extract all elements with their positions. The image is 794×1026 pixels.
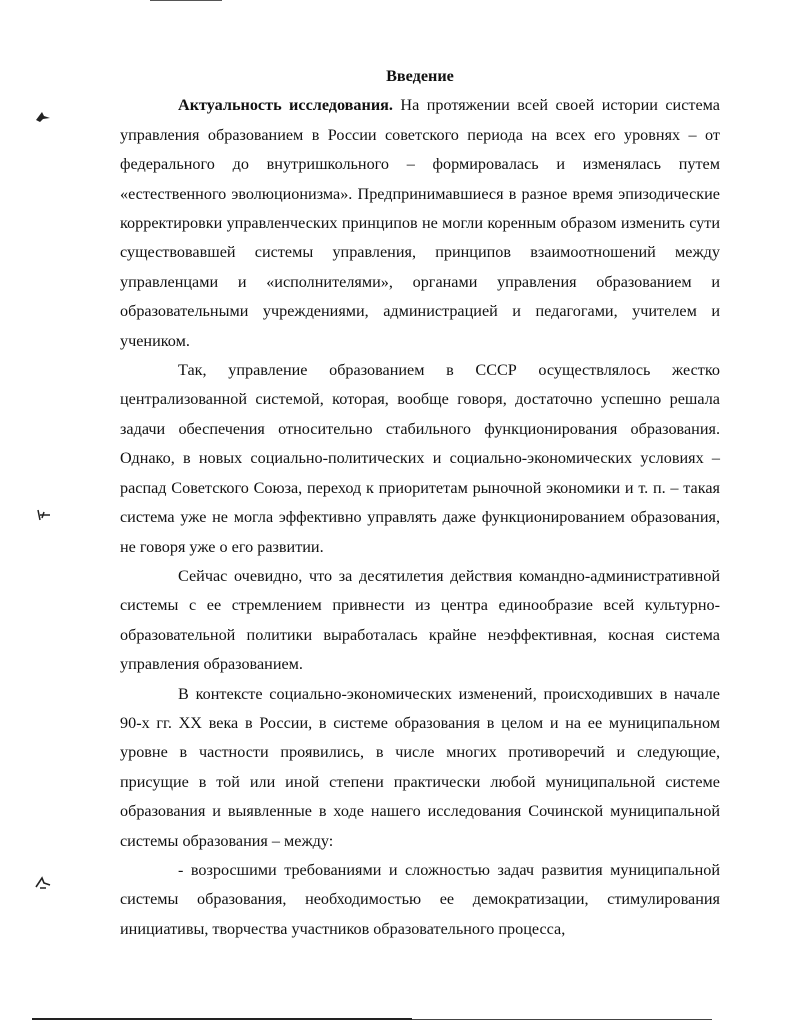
- document-body: [120, 62, 720, 944]
- relevance-lead: Актуальность исследования.: [178, 96, 393, 115]
- scan-mark-icon: [34, 508, 52, 522]
- bottom-scan-line: [412, 1019, 712, 1020]
- body-paragraph: В контексте социально-экономических изменений, происходивших в начале 90-х гг. XX века в России, в системе образования в целом и на ее муниципальном уровне в частности проявились, в числе многих противоречий и следующие, присущие в той или иной степени практически любой муниципальной системе образования и выявленные в ходе нашего исследования Сочинской муниципальной системы образования – между:: [120, 684, 720, 850]
- body-paragraph: - возросшими требованиями и сложностью задач развития муниципальной системы образования, необходимостью ее демократизации, стимулирования инициативы, творчества участников образовательного процесса,: [120, 860, 720, 938]
- bottom-scan-line: [32, 1018, 412, 1020]
- intro-paragraph: [120, 91, 720, 356]
- top-scan-line: [150, 0, 222, 1]
- intro-text: На протяжении всей своей истории система управления образованием в России советского периода на всех его уровнях – от федерального до внутришкольного – формировалась и изменялась путем «естественного эволюционизма». Предпринимавшиеся в разное время эпизодические корректировки управленческих принципов не могли коренным образом изменить сути существовавшей системы управления, принципов взаимоотношений между управленцами и «исполнителями», органами управления образованием и образовательными учреждениями, администрацией и педагогами, учителем и учеником.: [120, 96, 720, 350]
- section-heading: Введение: [386, 67, 454, 85]
- body-paragraph: Так, управление образованием в СССР осуществлялось жестко централизованной системой, которая, вообще говоря, достаточно успешно решала задачи обеспечения относительно стабильного функционирования образования. Однако, в новых социально-политических и социально-экономических условиях – распад Советского Союза, переход к приоритетам рыночной экономики и т. п. – такая система уже не могла эффективно управлять даже функционированием образования, не говоря уже о его развитии.: [120, 361, 720, 556]
- scan-mark-icon: [34, 876, 52, 890]
- scan-mark-icon: [34, 110, 52, 124]
- body-paragraph: Сейчас очевидно, что за десятилетия действия командно-административной системы с ее стремлением привнести из центра единообразие всей культурно-образовательной политики выработалась крайне неэффективная, косная система управления образованием.: [120, 566, 720, 674]
